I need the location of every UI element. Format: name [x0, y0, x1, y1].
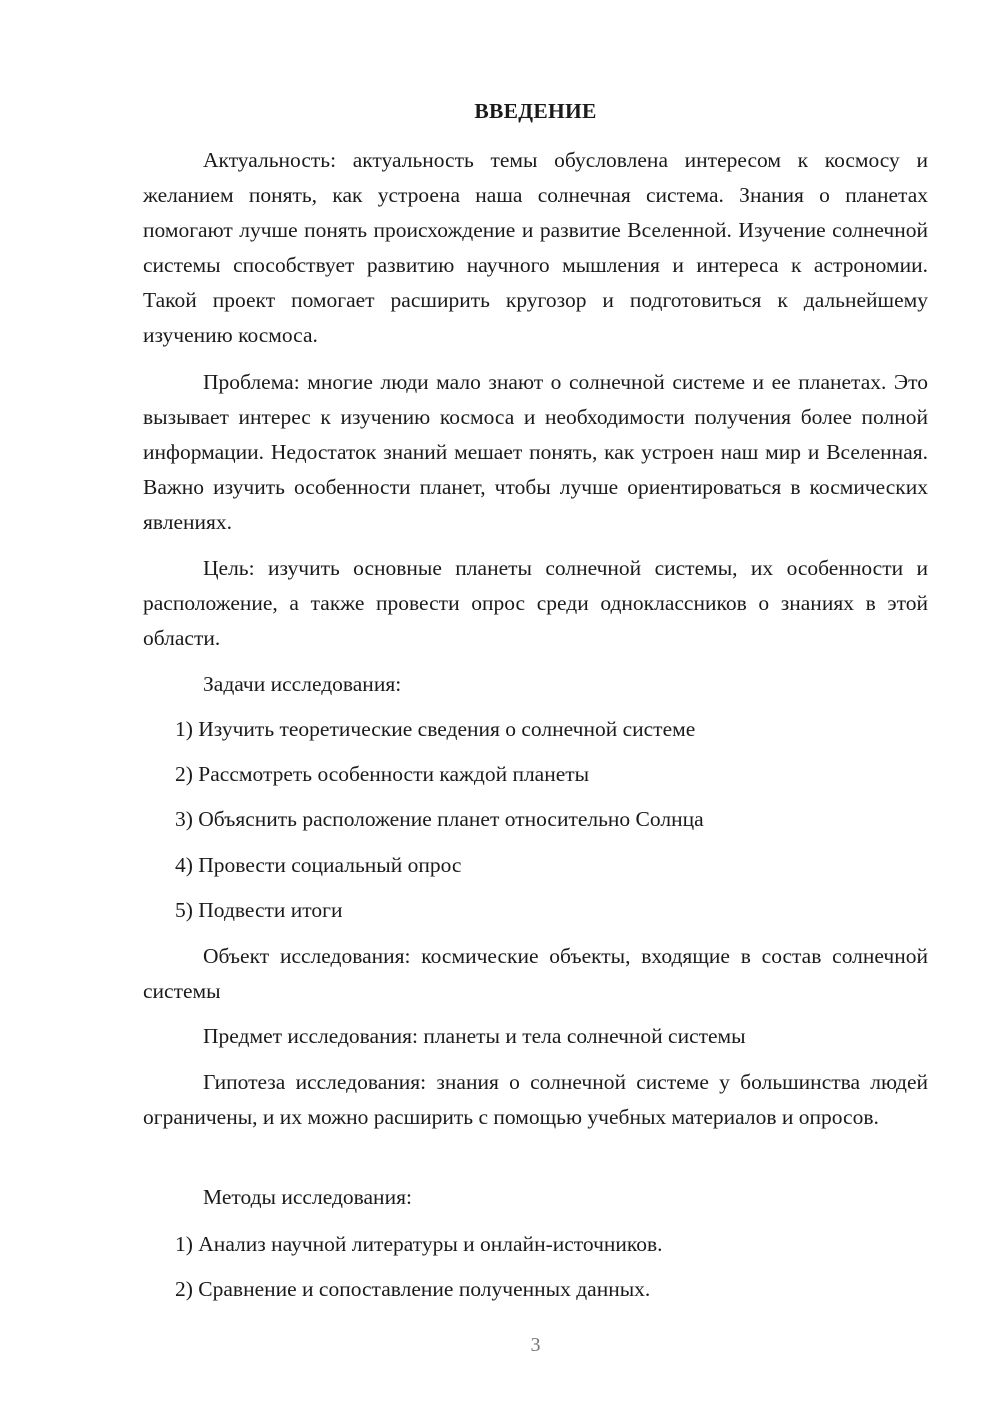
task-item-3: 3) Объяснить расположение планет относительно Солнца	[175, 807, 704, 831]
problem-paragraph: Проблема: многие люди мало знают о солнечной системе и ее планетах. Это вызывает интерес к изучению космоса и необходимости получения более полной информации. Недостаток знаний мешает понять, как устроен наш мир и Вселенная. Важно изучить особенности планет, чтобы лучше ориентироваться в космических явлениях.	[143, 370, 928, 534]
subject-line: Предмет исследования: планеты и тела солнечной системы	[203, 1024, 746, 1048]
object-paragraph: Объект исследования: космические объекты, входящие в состав солнечной системы	[143, 944, 928, 1003]
task-item-5: 5) Подвести итоги	[175, 898, 343, 922]
task-item-1: 1) Изучить теоретические сведения о солнечной системе	[175, 717, 696, 741]
methods-heading: Методы исследования:	[203, 1185, 412, 1209]
method-item-1: 1) Анализ научной литературы и онлайн-источников.	[175, 1232, 663, 1256]
page-number: 3	[530, 1334, 541, 1356]
page-title: ВВЕДЕНИЕ	[474, 99, 597, 123]
task-item-2: 2) Рассмотреть особенности каждой планеты	[175, 762, 590, 786]
task-item-4: 4) Провести социальный опрос	[175, 853, 462, 877]
hypothesis-paragraph: Гипотеза исследования: знания о солнечной системе у большинства людей ограничены, и их можно расширить с помощью учебных материалов и опросов.	[143, 1070, 928, 1129]
method-item-2: 2) Сравнение и сопоставление полученных данных.	[175, 1277, 651, 1301]
goal-paragraph: Цель: изучить основные планеты солнечной системы, их особенности и расположение, а также провести опрос среди одноклассников о знаниях в этой области.	[143, 556, 928, 650]
tasks-heading: Задачи исследования:	[203, 672, 402, 696]
relevance-paragraph: Актуальность: актуальность темы обусловлена интересом к космосу и желанием понять, как устроена наша солнечная система. Знания о планетах помогают лучше понять происхождение и развитие Вселенной. Изучение солнечной системы способствует развитию научного мышления и интереса к астрономии. Такой проект помогает расширить кругозор и подготовиться к дальнейшему изучению космоса.	[143, 148, 928, 347]
